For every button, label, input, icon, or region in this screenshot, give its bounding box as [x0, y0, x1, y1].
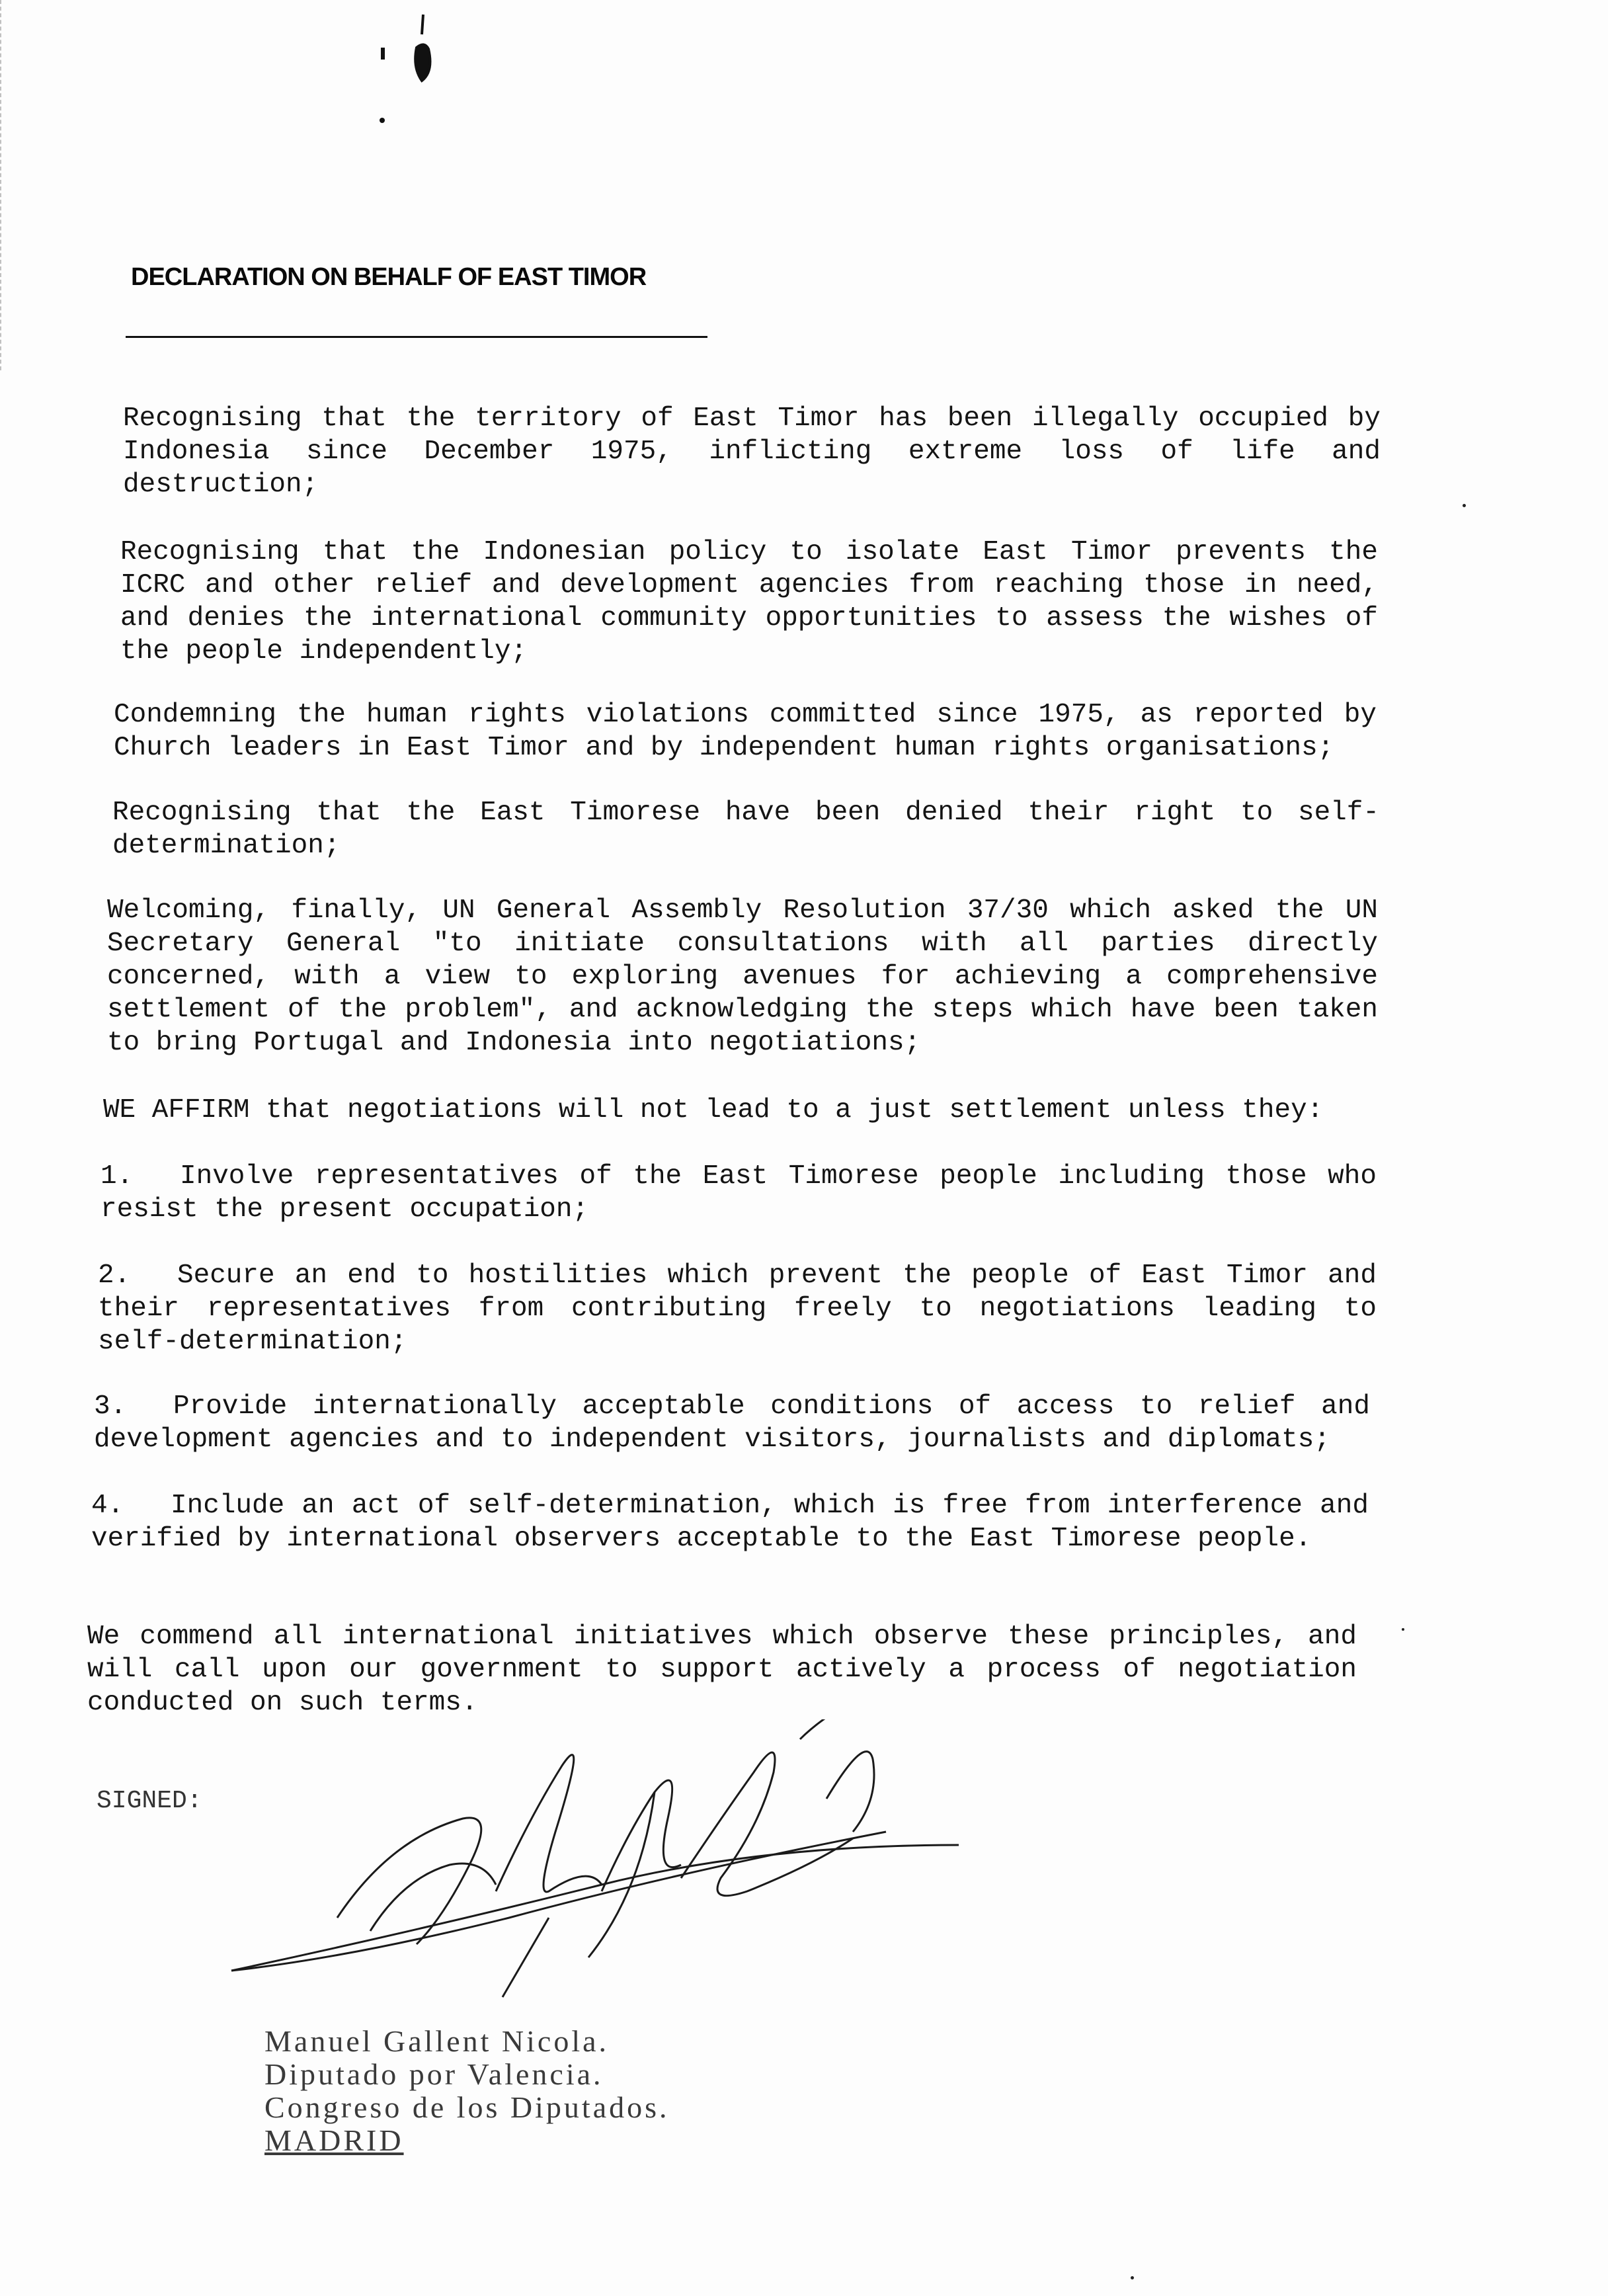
signatory-name: Manuel Gallent Nicola. [264, 2024, 610, 2058]
recital-5: Welcoming, finally, UN General Assembly Resolution 37/30 which asked the UN Secretary General "to initiate consultations with all parties directly concerned, with a view to exploring avenues for achieving a comprehensive settlement of the problem", and acknowledging the steps which have been taken to bring Portugal and Indonesia into negotiations; [107, 895, 1378, 1058]
point-1 [100, 1160, 1377, 1226]
point-text: Include an act of self-determination, which is free from interference and verified by international observers acceptable to the East Timorese people. [91, 1491, 1369, 1554]
point-4 [91, 1489, 1369, 1555]
handwritten-mark-icon [370, 8, 450, 127]
point-number: 3. [94, 1391, 127, 1422]
recital-3: Condemning the human rights violations committed since 1975, as reported by Church leaders in East Timor and by independent human rights organisations; [114, 700, 1377, 763]
recital-2: Recognising that the Indonesian policy to isolate East Timor prevents the ICRC and other relief and development agencies from reaching those in need, and denies the international community opportunities to assess the wishes of the people independently; [120, 537, 1378, 667]
point-text: Provide internationally acceptable conditions of access to relief and development agencies and to independent visitors, journalists and diplomats; [94, 1391, 1370, 1455]
scan-speck [1131, 2276, 1134, 2279]
signatory-role: Diputado por Valencia. [264, 2057, 604, 2091]
point-number: 2. [98, 1260, 131, 1291]
point-2 [98, 1259, 1377, 1358]
point-number: 4. [91, 1491, 124, 1521]
closing-statement: We commend all international initiatives which observe these principles, and will call upon our government to support actively a process of negotiation conducted on such terms. [87, 1621, 1357, 1718]
scan-speck [1402, 1628, 1404, 1631]
signatory-block [264, 2025, 670, 2157]
point-text: Secure an end to hostilities which prevent the people of East Timor and their representatives from contributing freely to negotiations leading to self-determination; [98, 1260, 1377, 1357]
title-underline [126, 336, 707, 338]
scan-edge [0, 0, 5, 370]
affirmation: WE AFFIRM that negotiations will not lead to a just settlement unless they: [103, 1095, 1324, 1126]
point-number: 1. [100, 1161, 134, 1192]
scan-speck [1463, 504, 1466, 507]
point-text: Involve representatives of the East Timorese people including those who resist the present occupation; [100, 1161, 1377, 1225]
handwritten-signature [218, 1719, 1012, 2024]
signatory-city: MADRID [264, 2123, 404, 2157]
recital-4: Recognising that the East Timorese have been denied their right to self-determination; [112, 798, 1379, 861]
signed-label: SIGNED: [97, 1787, 202, 1815]
recital-1: Recognising that the territory of East Timor has been illegally occupied by Indonesia since December 1975, inflicting extreme loss of life and destruction; [123, 403, 1381, 500]
page-title: DECLARATION ON BEHALF OF EAST TIMOR [131, 263, 647, 291]
signatory-institution: Congreso de los Diputados. [264, 2090, 670, 2124]
point-3 [94, 1390, 1370, 1456]
